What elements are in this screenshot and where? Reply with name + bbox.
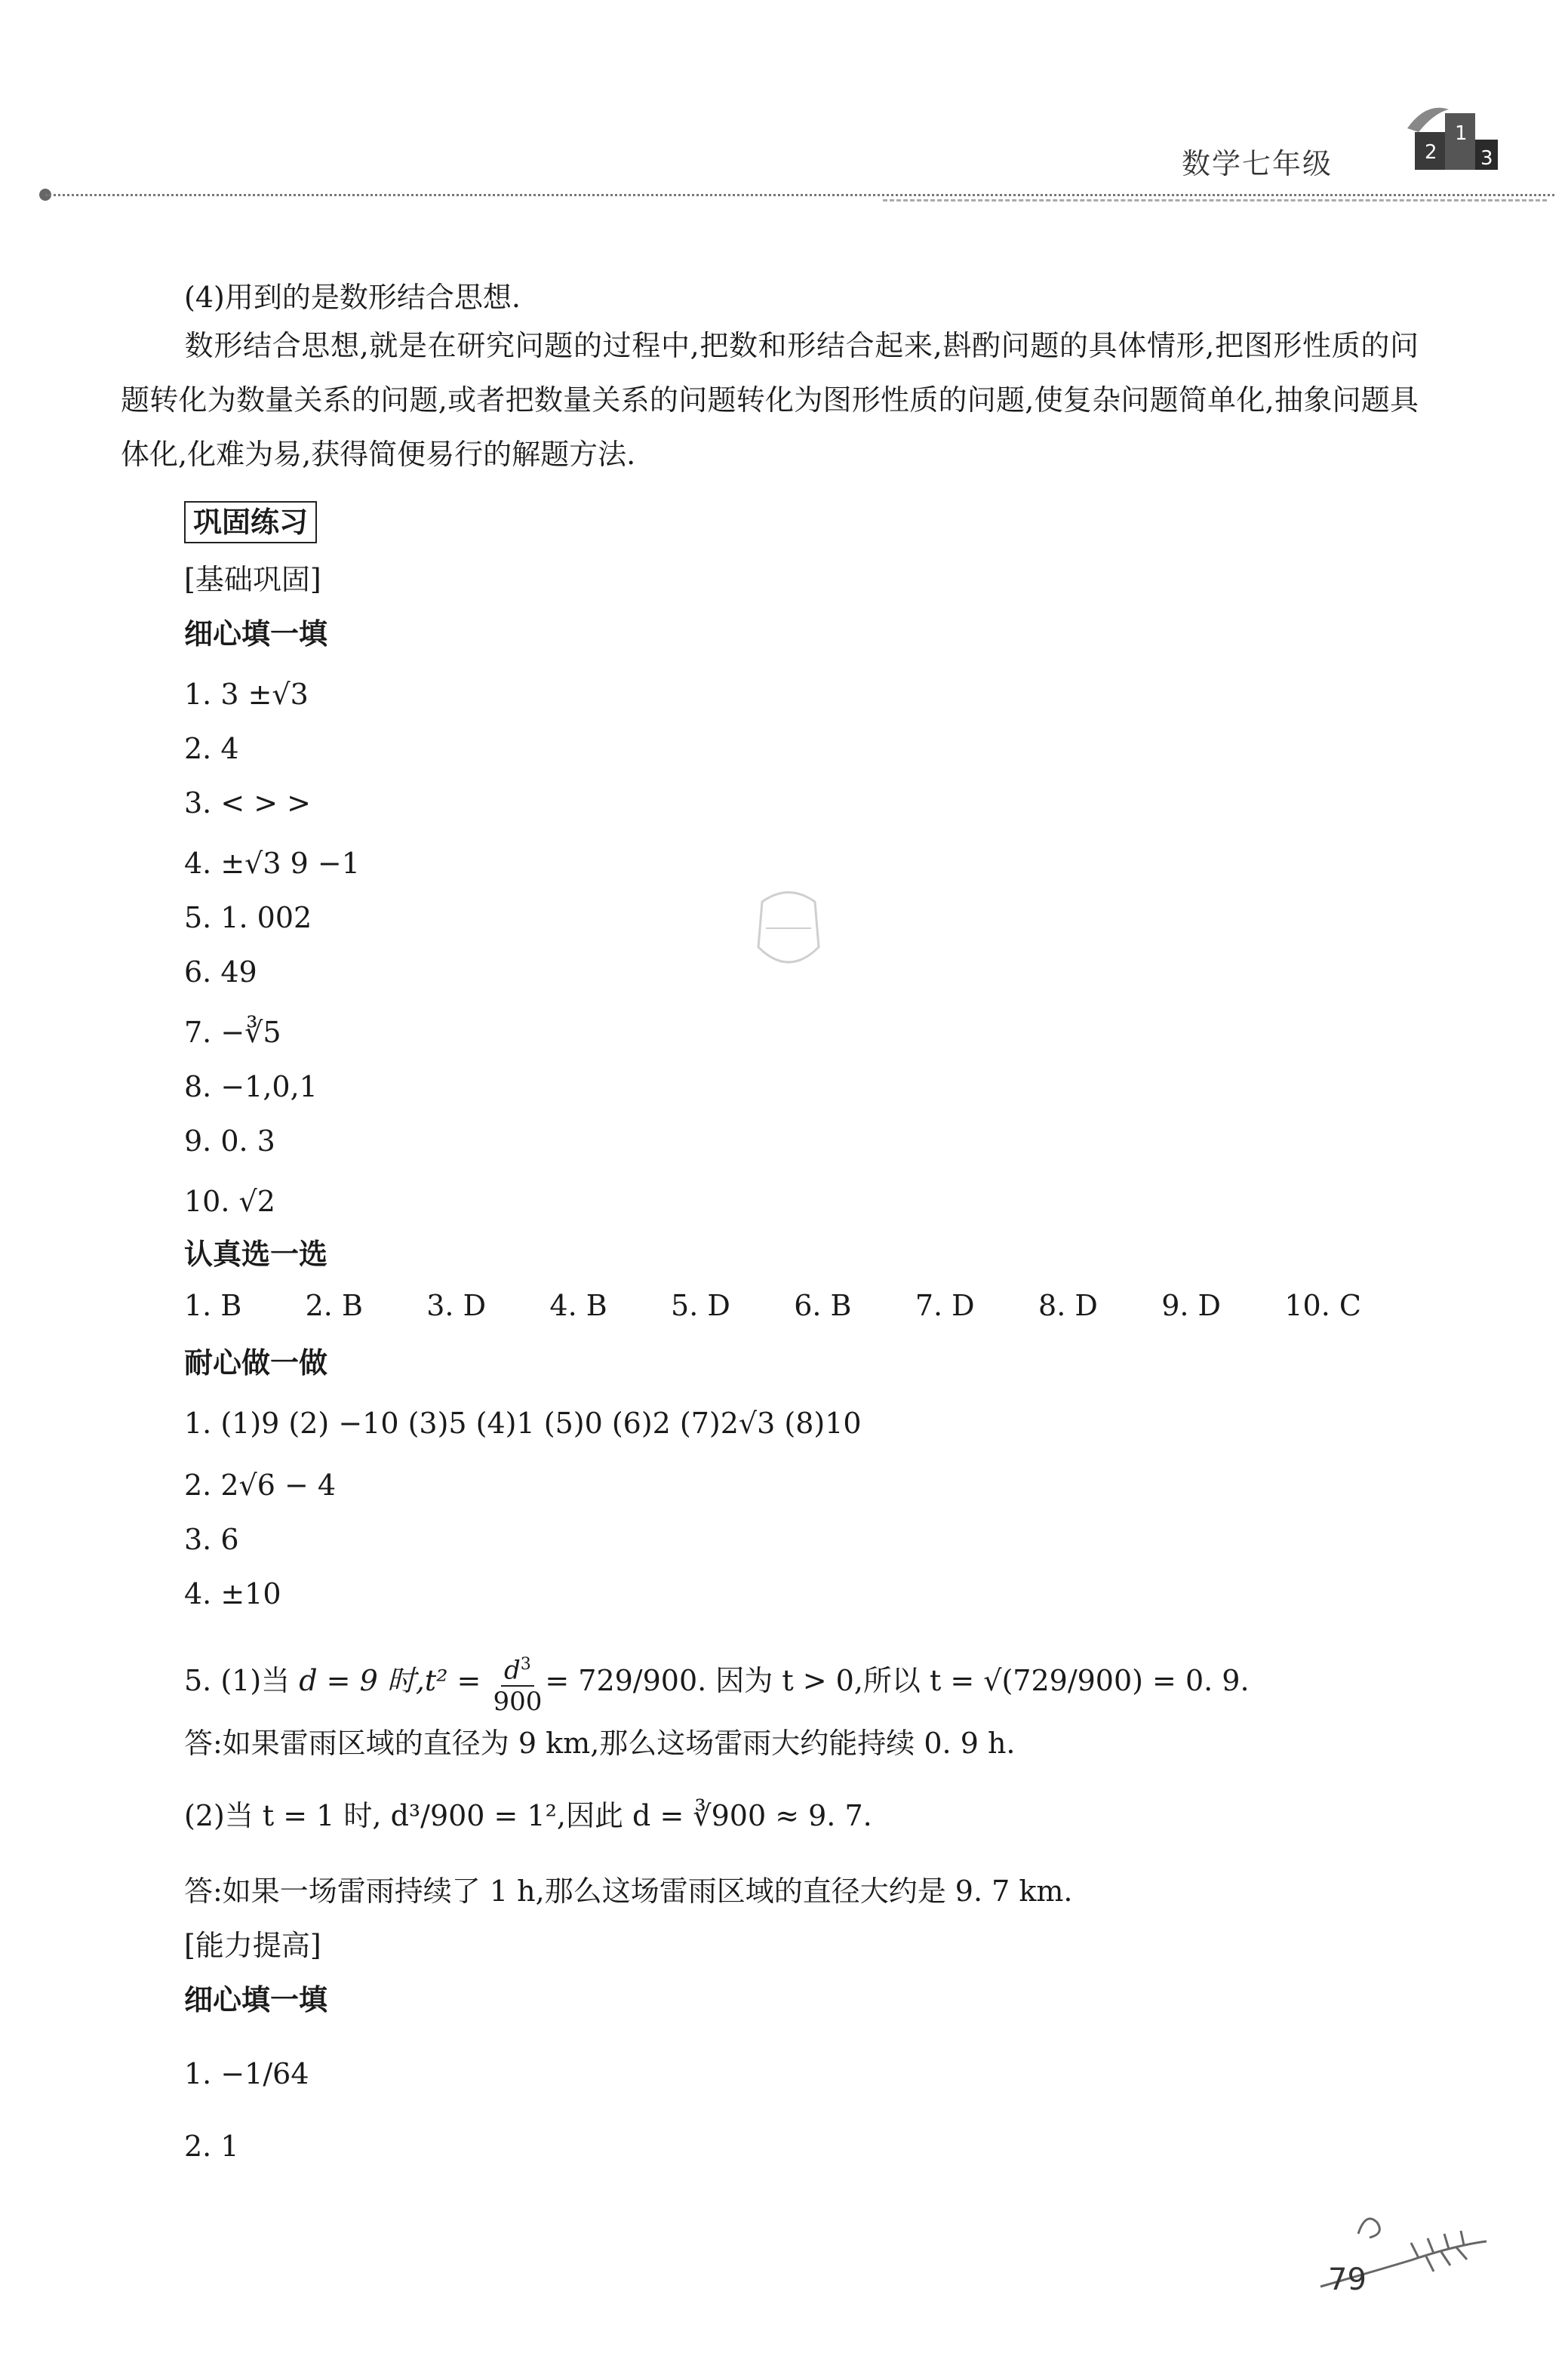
work-title: 耐心做一做 [184, 1346, 328, 1380]
work-answer-1: 1. (1)9 (2) −10 (3)5 (4)1 (5)0 (6)2 (7)2√3 (8)10 [184, 1407, 862, 1440]
choose-answer: 5. D [671, 1289, 730, 1322]
choose-answer: 1. B [184, 1289, 242, 1322]
intro-line-4: (4)用到的是数形结合思想. [184, 281, 521, 314]
page-number: 79 [1328, 2262, 1367, 2297]
fill-answer-1: 1. 3 ±√3 [184, 678, 309, 711]
choose-answers [184, 1289, 1361, 1322]
svg-text:2: 2 [1425, 141, 1437, 164]
work-answer-2: 2. 2√6 − 4 [184, 1469, 337, 1502]
choose-answer: 9. D [1161, 1289, 1221, 1322]
intro-paragraph: 数形结合思想,就是在研究问题的过程中,把数和形结合起来,斟酌问题的具体情形,把图形性质的问题转化为数量关系的问题,或者把数量关系的问题转化为图形性质的问题,使复杂问题简单化,抽象问题具体化,化难为易,获得简便易行的解题方法. [121, 329, 1419, 471]
fill-answer-3: 3. < > > [184, 786, 312, 820]
fill-title-2: 细心填一填 [184, 1983, 328, 2016]
choose-answer: 10. C [1284, 1289, 1361, 1322]
fill-answer-7: 7. −∛5 [184, 1016, 281, 1049]
work-answer-4: 4. ±10 [184, 1577, 281, 1610]
header-rule [45, 194, 1554, 196]
fill-title: 细心填一填 [184, 617, 328, 651]
choose-answer: 8. D [1038, 1289, 1098, 1322]
logo-icon [1404, 98, 1502, 181]
choose-answer: 2. B [305, 1289, 363, 1322]
practice-title: 巩固练习 [184, 501, 317, 543]
work-answer-5-answer2: 答:如果一场雷雨持续了 1 h,那么这场雷雨区域的直径大约是 9. 7 km. [184, 1875, 1073, 1908]
svg-text:1: 1 [1455, 122, 1468, 145]
adv-answer-1: 1. −1/64 [184, 2057, 309, 2090]
watermark-stamp-icon [747, 887, 830, 977]
basic-title: [基础巩固] [184, 563, 321, 596]
choose-answer: 6. B [794, 1289, 852, 1322]
fill-answer-6: 6. 49 [184, 955, 257, 989]
adv-answer-2: 2. 1 [184, 2130, 239, 2163]
fraction-d3-900: $\frac{d^3}{900}$ [493, 1650, 542, 1717]
fill-answer-9: 9. 0. 3 [184, 1124, 275, 1158]
choose-answer: 4. B [549, 1289, 607, 1322]
work-answer-5-part1: 5. (1)当 d = 9 时,t² = $\frac{d^3}{900}$ = 729/900. 因为 t > 0,所以 t = √(729/900) = 0. 9. [184, 1650, 1250, 1717]
fill-answer-2: 2. 4 [184, 732, 239, 765]
fill-answer-10: 10. √2 [184, 1185, 275, 1218]
header-rule-dashed [883, 199, 1547, 201]
fill-answer-5: 5. 1. 002 [184, 901, 312, 934]
fill-answer-8: 8. −1,0,1 [184, 1070, 318, 1103]
choose-answer: 7. D [915, 1289, 975, 1322]
fill-answer-4: 4. ±√3 9 −1 [184, 847, 360, 880]
work-answer-3: 3. 6 [184, 1523, 239, 1556]
choose-answer: 3. D [426, 1289, 487, 1322]
advanced-title: [能力提高] [184, 1929, 321, 1962]
work-answer-5-answer1: 答:如果雷雨区域的直径为 9 km,那么这场雷雨大约能持续 0. 9 h. [184, 1727, 1016, 1760]
svg-text:3: 3 [1480, 147, 1493, 170]
work-answer-5-part2: (2)当 t = 1 时, d³/900 = 1²,因此 d = ∛900 ≈ 9. 7. [184, 1799, 872, 1832]
header-title: 数学七年级 [1182, 147, 1333, 180]
choose-title: 认真选一选 [184, 1238, 328, 1271]
